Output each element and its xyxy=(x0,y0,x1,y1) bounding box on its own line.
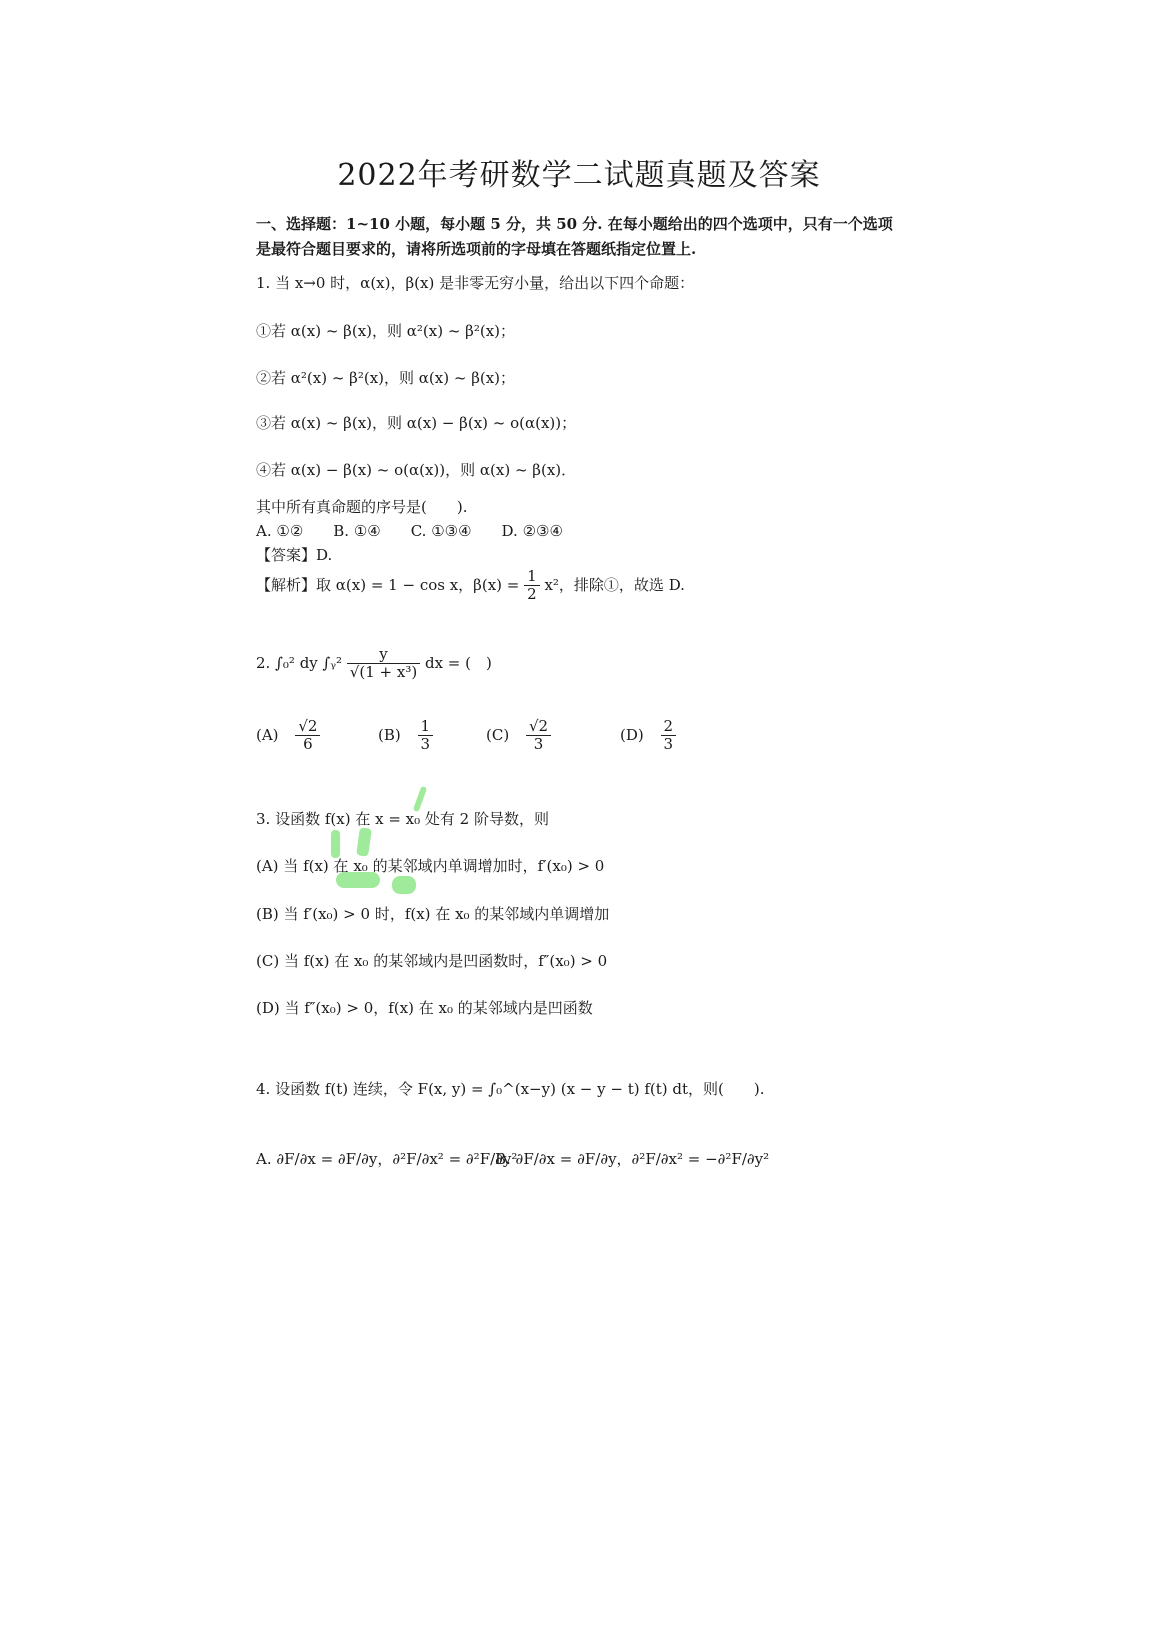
highlight-mark xyxy=(331,830,340,858)
q2-integral: 2. ∫₀² dy ∫ᵧ² xyxy=(256,653,343,672)
q2-integrand-fraction xyxy=(347,646,420,682)
page-title: 2022年考研数学二试题真题及答案 xyxy=(337,158,821,193)
q4-option-a: A. ∂F/∂x = ∂F/∂y，∂²F/∂x² = ∂²F/∂y² xyxy=(256,1150,518,1168)
q1-proposition-2: ②若 α²(x) ~ β²(x)，则 α(x) ~ β(x)； xyxy=(256,369,516,387)
q2-option-d-num: 2 xyxy=(661,718,677,736)
q2-option-b-fraction xyxy=(418,718,434,754)
q1-analysis-prefix: 【解析】取 α(x) = 1 − cos x，β(x) = xyxy=(256,575,520,594)
q1-proposition-1: ①若 α(x) ~ β(x)，则 α²(x) ~ β²(x)； xyxy=(256,322,516,340)
q1-analysis xyxy=(256,568,685,604)
q2-option-a-den: 6 xyxy=(303,735,313,754)
q1-proposition-4: ④若 α(x) − β(x) ~ o(α(x))，则 α(x) ~ β(x)． xyxy=(256,461,577,479)
highlight-mark xyxy=(392,876,416,894)
q2-option-a-label: (A) xyxy=(256,725,279,744)
q4-option-b: B. ∂F/∂x = ∂F/∂y，∂²F/∂x² = −∂²F/∂y² xyxy=(495,1150,770,1168)
q2-option-d-den: 3 xyxy=(663,735,674,754)
q2-option-b-label: (B) xyxy=(378,725,401,744)
q4-stem: 4. 设函数 f(t) 连续，令 F(x, y) = ∫₀^(x−y) (x − y − t) f(t) dt，则( ). xyxy=(256,1080,765,1098)
q2-stem xyxy=(256,646,492,682)
q2-option-c-fraction xyxy=(526,718,551,754)
q3-option-a: (A) 当 f(x) 在 x₀ 的某邻域内单调增加时，f′(x₀) > 0 xyxy=(256,857,605,875)
q1-stem: 1. 当 x→0 时，α(x)，β(x) 是非零无穷小量，给出以下四个命题： xyxy=(256,274,695,292)
q1-answer: 【答案】D. xyxy=(256,546,333,564)
q3-option-c: (C) 当 f(x) 在 x₀ 的某邻域内是凹函数时，f″(x₀) > 0 xyxy=(256,952,608,970)
q2-option-c-label: (C) xyxy=(486,725,510,744)
q2-option-a-num: √2 xyxy=(295,718,320,736)
section-instructions-line2: 是最符合题目要求的，请将所选项前的字母填在答题纸指定位置上. xyxy=(256,240,697,258)
q1-options: A. ①② B. ①④ C. ①③④ D. ②③④ xyxy=(256,522,563,540)
highlight-mark xyxy=(356,827,372,856)
q3-stem: 3. 设函数 f(x) 在 x = x₀ 处有 2 阶导数，则 xyxy=(256,810,549,828)
q2-option-c xyxy=(486,718,551,754)
q2-option-d-label: (D) xyxy=(620,725,644,744)
q2-integrand-num: y xyxy=(347,646,420,664)
q3-option-d: (D) 当 f″(x₀) > 0，f(x) 在 x₀ 的某邻域内是凹函数 xyxy=(256,999,593,1017)
q2-option-a-fraction xyxy=(295,718,320,754)
q2-option-b xyxy=(378,718,433,754)
q1-proposition-3: ③若 α(x) ~ β(x)，则 α(x) − β(x) ~ o(α(x))； xyxy=(256,414,577,432)
q2-integrand-den: √(1 + x³) xyxy=(349,663,418,682)
q1-question: 其中所有真命题的序号是( ). xyxy=(256,498,468,516)
q2-option-a xyxy=(256,718,320,754)
q1-analysis-frac-num: 1 xyxy=(524,568,540,586)
q1-analysis-frac-den: 2 xyxy=(527,585,537,604)
q2-option-c-den: 3 xyxy=(533,735,544,754)
section-instructions-line1: 一、选择题：1~10 小题，每小题 5 分，共 50 分. 在每小题给出的四个选项中，只有一个选项 xyxy=(256,215,893,233)
q1-analysis-fraction xyxy=(524,568,540,604)
q2-option-c-num: √2 xyxy=(526,718,551,736)
q3-option-b: (B) 当 f′(x₀) > 0 时，f(x) 在 x₀ 的某邻域内单调增加 xyxy=(256,905,610,923)
q2-option-b-num: 1 xyxy=(418,718,434,736)
q1-analysis-suffix: x²，排除①，故选 D. xyxy=(544,575,685,594)
q2-option-d-fraction xyxy=(661,718,677,754)
q2-stem-suffix: dx = ( ) xyxy=(424,653,492,672)
q2-option-d xyxy=(620,718,676,754)
q2-option-b-den: 3 xyxy=(420,735,431,754)
